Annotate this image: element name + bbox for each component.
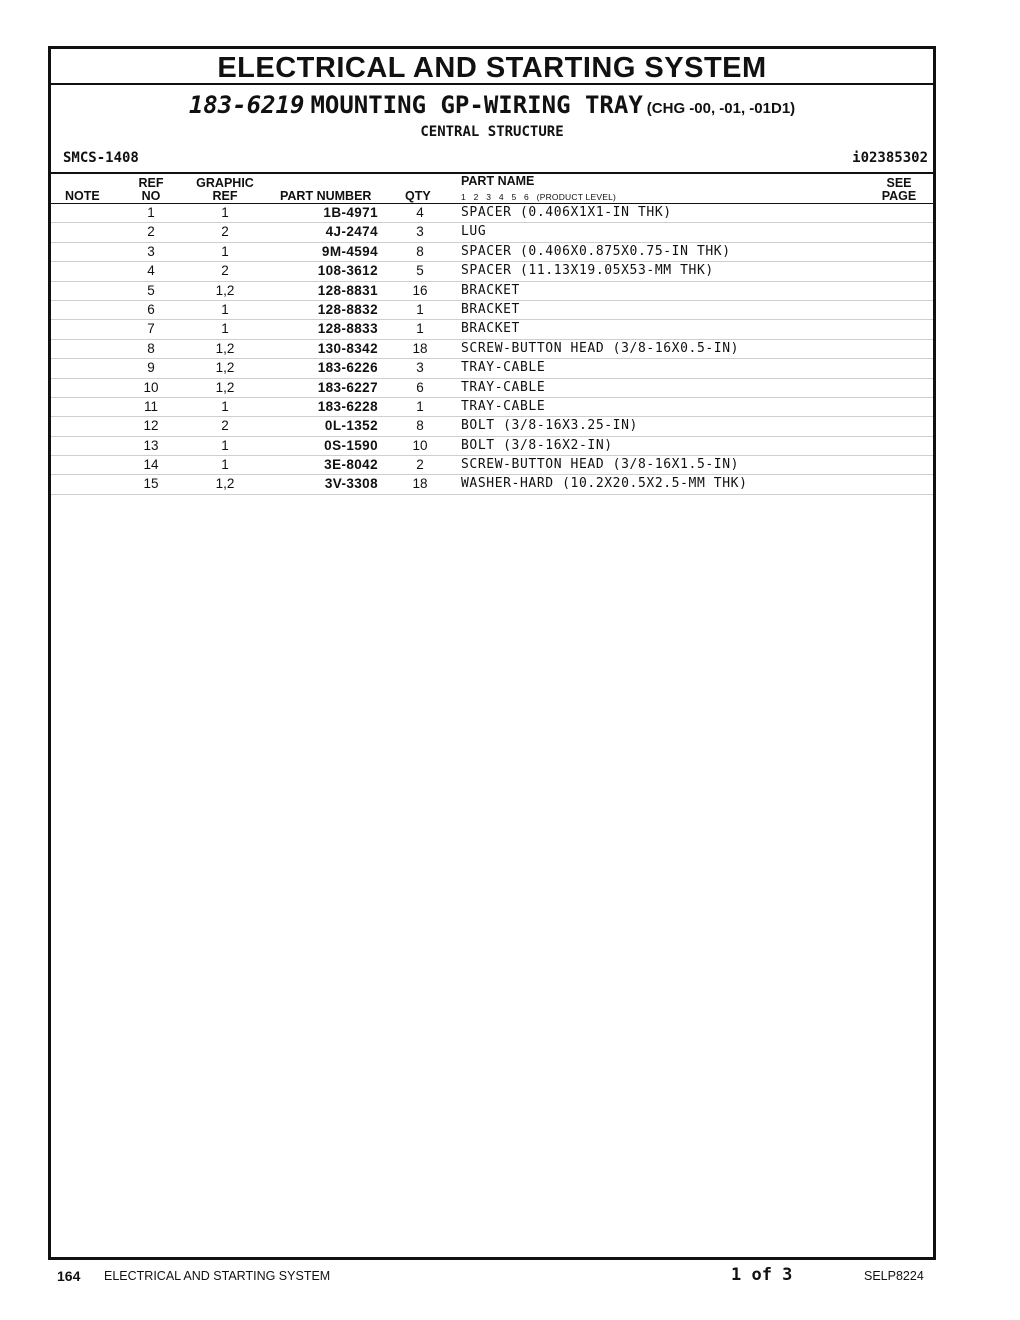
qty: 18 xyxy=(412,476,428,492)
qty: 1 xyxy=(416,301,424,317)
qty: 10 xyxy=(412,437,428,453)
footer-document-id: SELP8224 xyxy=(864,1269,924,1283)
qty: 18 xyxy=(412,340,428,356)
group-name: MOUNTING GP-WIRING TRAY xyxy=(310,91,643,119)
part-number: 3E-8042 xyxy=(324,457,378,473)
table-row xyxy=(51,456,933,475)
graphic-ref: 1 xyxy=(221,205,229,220)
table-row xyxy=(51,301,933,320)
table-row xyxy=(51,243,933,262)
part-number: 128-8832 xyxy=(317,301,378,317)
part-number: 0S-1590 xyxy=(324,437,378,453)
ref-no: 14 xyxy=(143,457,159,473)
ref-no: 4 xyxy=(147,263,155,279)
part-name: TRAY-CABLE xyxy=(461,360,546,376)
part-number: 183-6227 xyxy=(317,379,378,395)
part-name: SCREW-BUTTON HEAD (3/8-16X1.5-IN) xyxy=(461,457,740,473)
part-number: 1B-4971 xyxy=(323,205,378,220)
qty: 16 xyxy=(412,282,428,298)
part-name: TRAY-CABLE xyxy=(461,379,546,395)
part-number: 4J-2474 xyxy=(325,224,378,240)
ref-no: 2 xyxy=(147,224,155,240)
table-row xyxy=(51,417,933,436)
part-number: 183-6226 xyxy=(317,360,378,376)
product-level-legend: 1 2 3 4 5 6 (PRODUCT LEVEL) xyxy=(461,192,617,202)
part-name: SPACER (11.13X19.05X53-MM THK) xyxy=(461,263,714,279)
page-footer xyxy=(0,1266,1020,1290)
table-row xyxy=(51,223,933,242)
table-row xyxy=(51,437,933,456)
group-number: 183-6219 xyxy=(188,91,305,119)
graphic-ref: 2 xyxy=(221,224,229,240)
table-row xyxy=(51,204,933,223)
graphic-ref: 1 xyxy=(221,457,229,473)
change-level: (CHG -00, -01, -01D1) xyxy=(646,100,796,117)
ref-no: 1 xyxy=(147,205,155,220)
col-see-page-header-bottom: PAGE xyxy=(881,189,917,203)
qty: 3 xyxy=(416,224,424,240)
graphic-ref: 1,2 xyxy=(215,476,235,492)
col-qty-header: QTY xyxy=(405,189,431,203)
section-title-bar xyxy=(51,49,933,85)
graphic-ref: 1,2 xyxy=(215,340,235,356)
ref-no: 13 xyxy=(143,437,159,453)
ref-no: 5 xyxy=(147,282,155,298)
group-subtitle: CENTRAL STRUCTURE xyxy=(420,124,564,140)
graphic-ref: 1 xyxy=(221,301,229,317)
part-number: 108-3612 xyxy=(317,263,378,279)
graphic-ref: 1 xyxy=(221,321,229,337)
part-number: 9M-4594 xyxy=(321,243,378,259)
part-name: BOLT (3/8-16X2-IN) xyxy=(461,437,613,453)
page-frame xyxy=(48,46,936,1260)
ref-no: 11 xyxy=(143,398,158,414)
parts-table-body xyxy=(51,204,933,495)
col-ref-header-top: REF xyxy=(138,176,164,190)
footer-section-name: ELECTRICAL AND STARTING SYSTEM xyxy=(104,1269,331,1283)
table-row xyxy=(51,262,933,281)
table-row xyxy=(51,398,933,417)
footer-page-number: 164 xyxy=(57,1268,81,1284)
qty: 4 xyxy=(416,205,424,220)
graphic-ref: 1,2 xyxy=(215,360,235,376)
part-name: WASHER-HARD (10.2X20.5X2.5-MM THK) xyxy=(461,476,748,492)
graphic-ref: 1 xyxy=(221,243,229,259)
illustration-id: i02385302 xyxy=(852,150,928,166)
part-number: 3V-3308 xyxy=(324,476,378,492)
table-row xyxy=(51,359,933,378)
graphic-ref: 2 xyxy=(221,263,229,279)
col-ref-header-bottom: NO xyxy=(141,189,161,203)
part-number: 183-6228 xyxy=(317,398,378,414)
part-name: BOLT (3/8-16X3.25-IN) xyxy=(461,418,638,434)
qty: 2 xyxy=(416,457,424,473)
qty: 1 xyxy=(416,321,424,337)
col-part-number-header: PART NUMBER xyxy=(280,189,372,203)
ref-no: 15 xyxy=(143,476,159,492)
graphic-ref: 1,2 xyxy=(215,282,235,298)
qty: 6 xyxy=(416,379,424,395)
part-number: 0L-1352 xyxy=(324,418,378,434)
ref-no: 12 xyxy=(143,418,159,434)
col-graphic-header-bottom: REF xyxy=(212,189,238,203)
ref-no: 10 xyxy=(143,379,159,395)
qty: 1 xyxy=(416,398,424,414)
col-graphic-header-top: GRAPHIC xyxy=(196,176,254,190)
col-see-page-header-top: SEE xyxy=(886,176,912,190)
part-number: 130-8342 xyxy=(317,340,378,356)
part-name: SPACER (0.406X0.875X0.75-IN THK) xyxy=(461,243,731,259)
table-row xyxy=(51,282,933,301)
ref-no: 8 xyxy=(147,340,155,356)
footer-page-count: 1 of 3 xyxy=(731,1265,793,1285)
group-heading xyxy=(51,91,933,119)
ref-no: 9 xyxy=(147,360,155,376)
section-title: ELECTRICAL AND STARTING SYSTEM xyxy=(217,52,767,84)
qty: 5 xyxy=(416,263,424,279)
table-row xyxy=(51,320,933,339)
table-row xyxy=(51,475,933,494)
part-name: SCREW-BUTTON HEAD (3/8-16X0.5-IN) xyxy=(461,340,740,356)
part-name: TRAY-CABLE xyxy=(461,398,546,414)
ref-no: 6 xyxy=(147,301,155,317)
ref-no: 3 xyxy=(147,243,155,259)
col-ref-header xyxy=(131,177,171,203)
qty: 8 xyxy=(416,418,424,434)
part-name: SPACER (0.406X1X1-IN THK) xyxy=(461,205,672,220)
qty: 3 xyxy=(416,360,424,376)
table-row xyxy=(51,340,933,359)
part-name: BRACKET xyxy=(461,301,520,317)
col-graphic-header xyxy=(187,177,263,203)
graphic-ref: 1 xyxy=(221,398,229,414)
part-name: LUG xyxy=(461,224,487,240)
part-number: 128-8831 xyxy=(317,282,378,298)
col-see-page-header xyxy=(876,177,922,203)
part-number: 128-8833 xyxy=(317,321,378,337)
smcs-code: SMCS-1408 xyxy=(63,150,139,166)
graphic-ref: 1,2 xyxy=(215,379,235,395)
col-note-header: NOTE xyxy=(65,189,100,203)
col-part-name-header: PART NAME xyxy=(461,174,535,188)
graphic-ref: 1 xyxy=(221,437,229,453)
qty: 8 xyxy=(416,243,424,259)
ref-no: 7 xyxy=(147,321,155,337)
part-name: BRACKET xyxy=(461,321,520,337)
graphic-ref: 2 xyxy=(221,418,229,434)
part-name: BRACKET xyxy=(461,282,520,298)
table-row xyxy=(51,379,933,398)
